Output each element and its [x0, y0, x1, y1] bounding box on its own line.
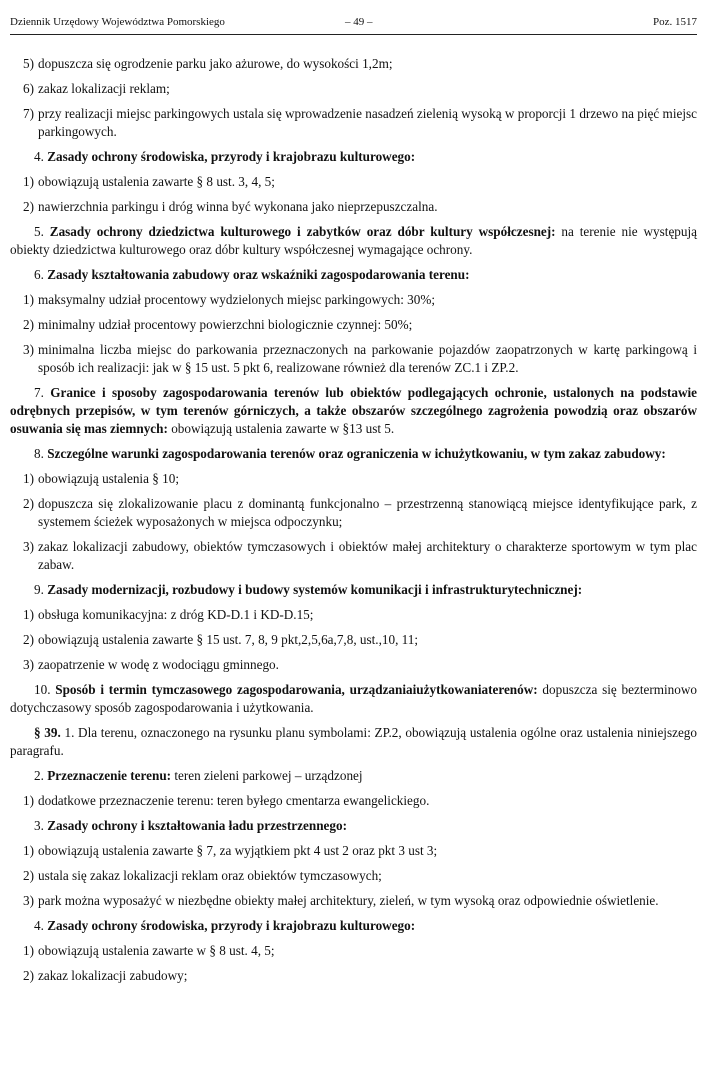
list-item: [10, 942, 697, 960]
list-item-text: maksymalny udział procentowy wydzielonych miejsc parkingowych: 30%;: [38, 292, 435, 307]
list-item-text: zaopatrzenie w wodę z wodociągu gminnego.: [38, 657, 279, 672]
section-text: 1. Dla terenu, oznaczonego na rysunku planu symbolami: ZP.2, obowiązują ustalenia ogólne oraz ustalenia niniejszego paragrafu.: [10, 725, 697, 758]
list-item: [10, 867, 697, 885]
page-number: – 49 –: [345, 16, 373, 28]
section-number: 9.: [34, 582, 48, 597]
section-number: 7.: [34, 385, 51, 400]
list-item-number: 1): [23, 607, 34, 622]
section-paragraph: [10, 266, 697, 284]
list-item-number: 2): [23, 317, 34, 332]
section-number: 10.: [34, 682, 56, 697]
section-paragraph: [10, 223, 697, 259]
section-heading: Przeznaczenie terenu:: [47, 768, 172, 783]
list-item-number: 7): [23, 106, 34, 121]
section-number: 5.: [34, 224, 50, 239]
list-item-text: zakaz lokalizacji reklam;: [38, 81, 170, 96]
list-item: [10, 792, 697, 810]
section-number: 4.: [34, 918, 48, 933]
list-item-number: 2): [23, 496, 34, 511]
list-item-number: 1): [23, 471, 34, 486]
section-text: obowiązują ustalenia zawarte w §13 ust 5.: [167, 421, 395, 436]
list-item-number: 2): [23, 968, 34, 983]
section-paragraph: [10, 445, 697, 463]
section-paragraph: [10, 817, 697, 835]
list-item: [10, 495, 697, 531]
section-number: 3.: [34, 818, 48, 833]
list-item-text: obowiązują ustalenia zawarte § 8 ust. 3, 4, 5;: [38, 174, 275, 189]
list-item-text: nawierzchnia parkingu i dróg winna być wykonana jako nieprzepuszczalna.: [38, 199, 438, 214]
list-item-text: zakaz lokalizacji zabudowy, obiektów tymczasowych i obiektów małej architektury o charakterze sportowym w tym plac zabaw.: [38, 539, 697, 572]
list-item-text: dopuszcza się zlokalizowanie placu z dominantą funkcjonalno – przestrzenną stanowiącą miejsce identyfikujące park, z systemem ścieżek wyposażonych w miejsca odpoczynku;: [38, 496, 697, 529]
section-paragraph: [10, 917, 697, 935]
list-item: [10, 656, 697, 674]
list-item-number: 1): [23, 174, 34, 189]
list-item: [10, 80, 697, 98]
list-item: [10, 470, 697, 488]
page-header: [10, 12, 697, 35]
list-item-number: 2): [23, 199, 34, 214]
section-heading: § 39.: [34, 725, 61, 740]
section-paragraph: [10, 724, 697, 760]
section-text: teren zieleni parkowej – urządzonej: [171, 768, 363, 783]
list-item-number: 1): [23, 292, 34, 307]
list-item-text: przy realizacji miejsc parkingowych ustala się wprowadzenie nasadzeń zielenią wysoką w proporcji 1 drzewo na pięć miejsc parkingowych.: [38, 106, 697, 139]
section-number: 4.: [34, 149, 48, 164]
list-item-number: 3): [23, 657, 34, 672]
list-item-number: 1): [23, 943, 34, 958]
list-item: [10, 631, 697, 649]
list-item: [10, 316, 697, 334]
list-item-text: ustala się zakaz lokalizacji reklam oraz obiektów tymczasowych;: [38, 868, 382, 883]
list-item-number: 1): [23, 793, 34, 808]
section-paragraph: [10, 581, 697, 599]
list-item: [10, 842, 697, 860]
section-heading: Zasady ochrony środowiska, przyrody i krajobrazu kulturowego:: [47, 918, 416, 933]
list-item-number: 3): [23, 539, 34, 554]
list-item-number: 2): [23, 632, 34, 647]
section-heading: Zasady ochrony dziedzictwa kulturowego i zabytków oraz dóbr kultury współczesnej:: [49, 224, 556, 239]
list-item-text: dopuszcza się ogrodzenie parku jako ażurowe, do wysokości 1,2m;: [38, 56, 393, 71]
list-item-text: minimalny udział procentowy powierzchni biologicznie czynnej: 50%;: [38, 317, 413, 332]
section-heading: Zasady ochrony środowiska, przyrody i krajobrazu kulturowego:: [47, 149, 416, 164]
list-item-text: zakaz lokalizacji zabudowy;: [38, 968, 188, 983]
list-item-number: 3): [23, 893, 34, 908]
list-item: [10, 538, 697, 574]
position-number: Poz. 1517: [653, 16, 697, 28]
list-item: [10, 892, 697, 910]
section-paragraph: [10, 767, 697, 785]
section-text: na terenie nie występują obiekty dziedzictwa kulturowego oraz dóbr kultury współczesnej wymagające ochrony.: [10, 224, 697, 257]
list-item-text: obowiązują ustalenia § 10;: [38, 471, 179, 486]
section-heading: Sposób i termin tymczasowego zagospodarowania, urządzaniaiużytkowaniaterenów:: [55, 682, 538, 697]
section-paragraph: [10, 148, 697, 166]
section-heading: Zasady modernizacji, rozbudowy i budowy systemów komunikacji i infrastrukturytechnicznej:: [47, 582, 583, 597]
list-item: [10, 967, 697, 985]
list-item-number: 1): [23, 843, 34, 858]
list-item: [10, 341, 697, 377]
list-item: [10, 105, 697, 141]
section-heading: Szczególne warunki zagospodarowania terenów oraz ograniczenia w ichużytkowaniu, w tym zakaz zabudowy:: [47, 446, 666, 461]
list-item: [10, 291, 697, 309]
section-paragraph: [10, 681, 697, 717]
list-item-number: 2): [23, 868, 34, 883]
list-item-text: dodatkowe przeznaczenie terenu: teren byłego cmentarza ewangelickiego.: [38, 793, 430, 808]
list-item: [10, 173, 697, 191]
document-body: [10, 55, 697, 992]
list-item-number: 5): [23, 56, 34, 71]
list-item: [10, 55, 697, 73]
list-item-number: 6): [23, 81, 34, 96]
section-number: 2.: [34, 768, 48, 783]
list-item-text: park można wyposażyć w niezbędne obiekty małej architektury, zieleń, w tym wysoką oraz odpowiednie oświetlenie.: [38, 893, 659, 908]
section-text: dopuszcza się bezterminowo dotychczasowy sposób zagospodarowania i użytkowania.: [10, 682, 697, 715]
section-heading: Zasady kształtowania zabudowy oraz wskaźniki zagospodarowania terenu:: [47, 267, 470, 282]
list-item-number: 3): [23, 342, 34, 357]
list-item-text: obowiązują ustalenia zawarte § 15 ust. 7, 8, 9 pkt,2,5,6a,7,8, ust.,10, 11;: [38, 632, 419, 647]
list-item-text: obowiązują ustalenia zawarte w § 8 ust. 4, 5;: [38, 943, 275, 958]
section-paragraph: [10, 384, 697, 438]
list-item: [10, 606, 697, 624]
section-number: 8.: [34, 446, 48, 461]
list-item-text: obowiązują ustalenia zawarte § 7, za wyjątkiem pkt 4 ust 2 oraz pkt 3 ust 3;: [38, 843, 438, 858]
section-heading: Zasady ochrony i kształtowania ładu przestrzennego:: [47, 818, 347, 833]
section-heading: Granice i sposoby zagospodarowania terenów lub obiektów podlegających ochronie, ustalonych na podstawie odrębnych przepisów, w tym terenów górniczych, a także obszarów szczególnego zagrożenia powodzią oraz obszarów osuwania się mas ziemnych:: [10, 385, 697, 436]
journal-title: Dziennik Urzędowy Województwa Pomorskiego: [10, 16, 225, 28]
section-number: 6.: [34, 267, 48, 282]
list-item: [10, 198, 697, 216]
list-item-text: minimalna liczba miejsc do parkowania przeznaczonych na parkowanie pojazdów zaopatrzonych w kartę parkingową i sposób ich realizacji: jak w § 15 ust. 5 pkt 6, realizowane również dla terenów ZC.1 i ZP.2.: [38, 342, 697, 375]
list-item-text: obsługa komunikacyjna: z dróg KD-D.1 i KD-D.15;: [38, 607, 314, 622]
